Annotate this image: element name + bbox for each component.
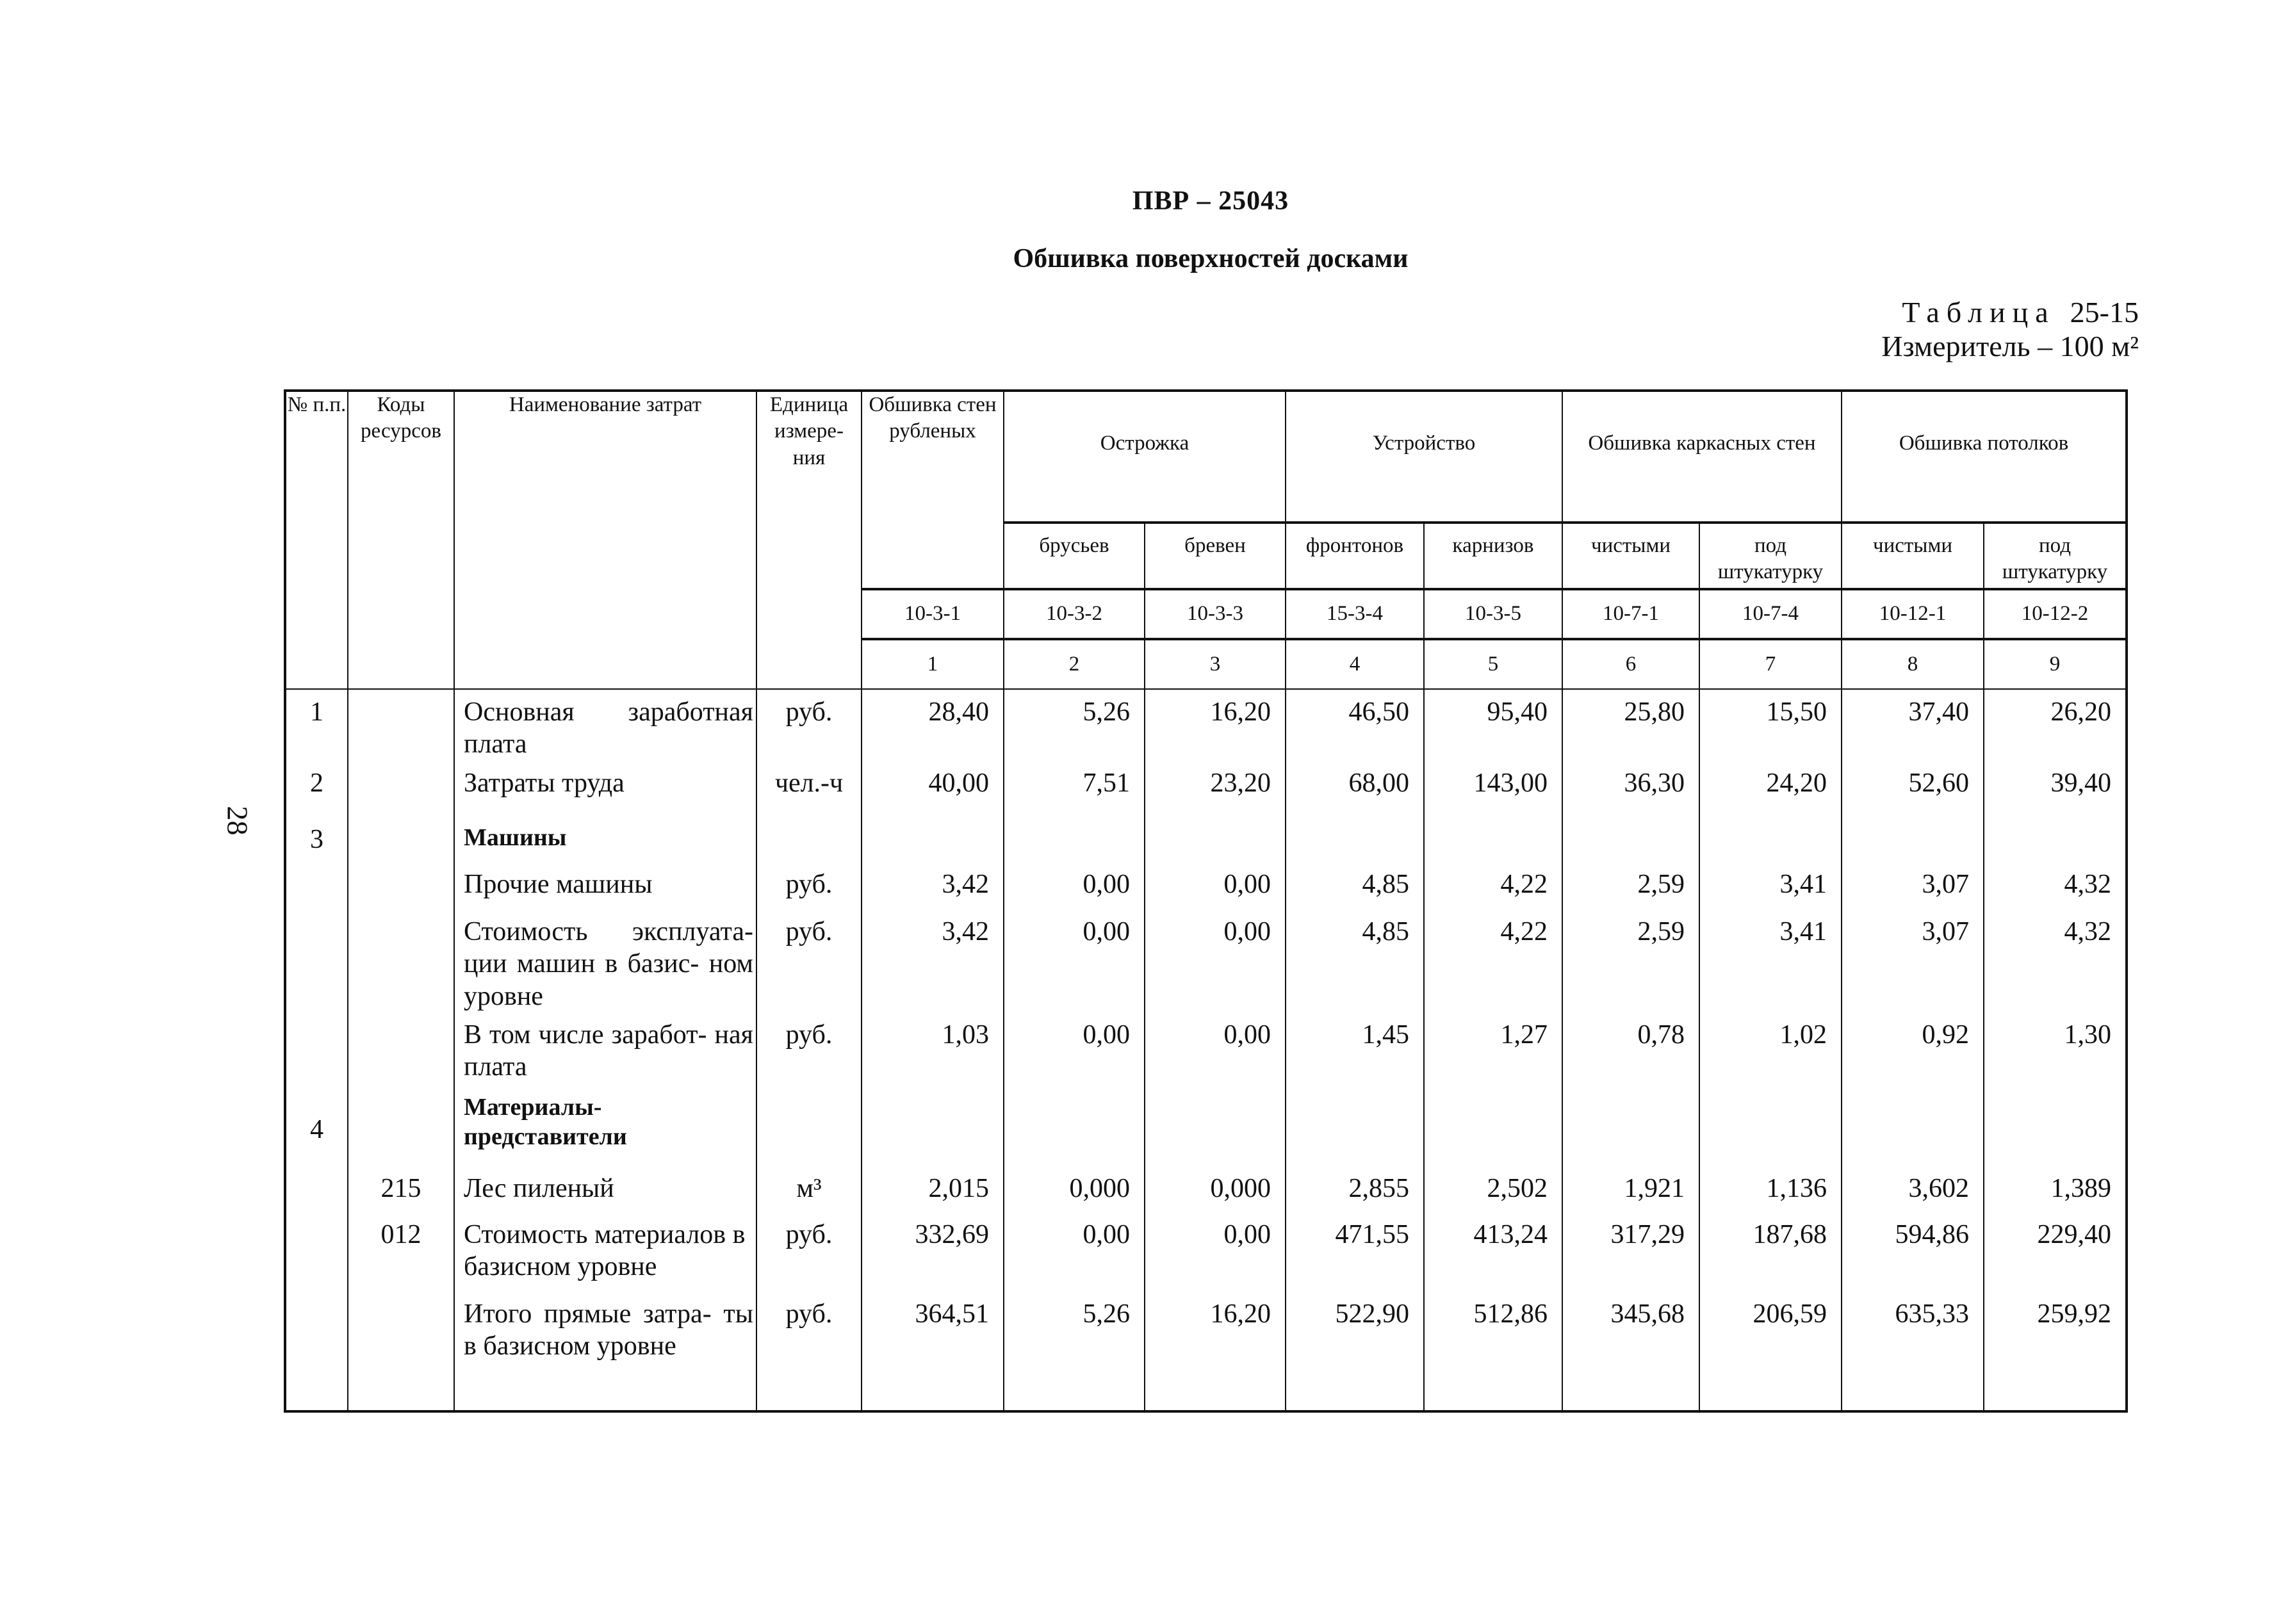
header-code: 10-12-1 (1842, 589, 1984, 639)
row-number: 2 (285, 761, 348, 817)
value-cell (1842, 817, 1984, 862)
cost-name: Итого прямые затра- ты в базисном уровне (454, 1292, 756, 1411)
value-cell (1286, 1087, 1424, 1166)
header-col-number: 1 (862, 639, 1004, 689)
header-group-3: Устройство (1286, 391, 1562, 523)
value-cell: 0,000 (1145, 1166, 1286, 1212)
value-cell (1424, 817, 1562, 862)
value-cell (1842, 1087, 1984, 1166)
value-cell: 36,30 (1562, 761, 1699, 817)
value-cell: 2,59 (1562, 909, 1699, 1012)
value-cell: 4,85 (1286, 862, 1424, 909)
value-cell: 3,602 (1842, 1166, 1984, 1212)
value-cell (1562, 1087, 1699, 1166)
value-cell: 1,27 (1424, 1012, 1562, 1087)
table-row (285, 1012, 2127, 1087)
value-cell: 0,00 (1145, 909, 1286, 1012)
value-cell: 345,68 (1562, 1292, 1699, 1411)
table-label-line (1881, 296, 2139, 330)
value-cell: 0,92 (1842, 1012, 1984, 1087)
value-cell (1286, 817, 1424, 862)
value-cell: 0,00 (1004, 1012, 1145, 1087)
unit: руб. (756, 1292, 862, 1411)
header-code: 10-7-1 (1562, 589, 1699, 639)
header-code: 10-3-1 (862, 589, 1004, 639)
value-cell: 39,40 (1984, 761, 2127, 817)
value-cell: 16,20 (1145, 689, 1286, 761)
value-cell: 0,00 (1004, 862, 1145, 909)
table-row (285, 1212, 2127, 1292)
value-cell (1984, 1087, 2127, 1166)
value-cell: 37,40 (1842, 689, 1984, 761)
value-cell: 2,015 (862, 1166, 1004, 1212)
header-col-number: 4 (1286, 639, 1424, 689)
header-col-number: 6 (1562, 639, 1699, 689)
header-col-number: 2 (1004, 639, 1145, 689)
table-caption (1881, 296, 2139, 364)
unit: чел.-ч (756, 761, 862, 817)
value-cell: 143,00 (1424, 761, 1562, 817)
value-cell: 3,07 (1842, 909, 1984, 1012)
value-cell (1145, 817, 1286, 862)
resource-code (348, 761, 454, 817)
cost-name: Основная заработная плата (454, 689, 756, 761)
value-cell: 512,86 (1424, 1292, 1562, 1411)
section-heading: Материалы- представители (454, 1087, 756, 1166)
value-cell: 26,20 (1984, 689, 2127, 761)
value-cell: 0,00 (1004, 1212, 1145, 1292)
value-cell: 1,02 (1699, 1012, 1842, 1087)
value-cell: 1,30 (1984, 1012, 2127, 1087)
value-cell (1004, 1087, 1145, 1166)
cost-name: Прочие машины (454, 862, 756, 909)
header-sub: карнизов (1424, 523, 1562, 589)
value-cell: 1,03 (862, 1012, 1004, 1087)
value-cell: 259,92 (1984, 1292, 2127, 1411)
value-cell: 5,26 (1004, 689, 1145, 761)
value-cell: 0,00 (1145, 862, 1286, 909)
row-number (285, 862, 348, 909)
unit (756, 1087, 862, 1166)
resource-code (348, 909, 454, 1012)
value-cell: 1,389 (1984, 1166, 2127, 1212)
row-number: 4 (285, 1087, 348, 1166)
value-cell (1145, 1087, 1286, 1166)
value-cell: 23,20 (1145, 761, 1286, 817)
value-cell (1562, 817, 1699, 862)
resource-code (348, 817, 454, 862)
value-cell: 317,29 (1562, 1212, 1699, 1292)
value-cell: 471,55 (1286, 1212, 1424, 1292)
value-cell: 4,85 (1286, 909, 1424, 1012)
value-cell: 4,32 (1984, 862, 2127, 909)
header-code: 10-7-4 (1699, 589, 1842, 639)
header-num: № п.п. (285, 391, 348, 689)
unit (756, 817, 862, 862)
header-code: 10-3-5 (1424, 589, 1562, 639)
value-cell: 364,51 (862, 1292, 1004, 1411)
resource-code: 012 (348, 1212, 454, 1292)
header-sub: фронтонов (1286, 523, 1424, 589)
value-cell: 25,80 (1562, 689, 1699, 761)
header-code: 10-12-2 (1984, 589, 2127, 639)
value-cell: 0,00 (1145, 1012, 1286, 1087)
row-number: 3 (285, 817, 348, 862)
header-sub: под штукатурку (1699, 523, 1842, 589)
header-group-2: Острожка (1004, 391, 1286, 523)
header-code: 15-3-4 (1286, 589, 1424, 639)
header-col-number: 3 (1145, 639, 1286, 689)
value-cell: 4,32 (1984, 909, 2127, 1012)
header-sub: под штукатурку (1984, 523, 2127, 589)
unit: руб. (756, 1012, 862, 1087)
header-unit: Единица измере- ния (756, 391, 862, 689)
resource-code (348, 1292, 454, 1411)
table-label: Таблица (1902, 296, 2055, 329)
value-cell: 46,50 (1286, 689, 1424, 761)
table-meter: Измеритель – 100 м² (1881, 329, 2139, 362)
value-cell: 1,921 (1562, 1166, 1699, 1212)
table-row (285, 1166, 2127, 1212)
row-number (285, 1212, 348, 1292)
table-row (285, 1292, 2127, 1411)
header-sub: чистыми (1562, 523, 1699, 589)
value-cell: 7,51 (1004, 761, 1145, 817)
table-number: 25-15 (2070, 296, 2139, 329)
header-col-number: 8 (1842, 639, 1984, 689)
row-number (285, 1166, 348, 1212)
value-cell (1004, 817, 1145, 862)
value-cell: 3,41 (1699, 909, 1842, 1012)
table-row (285, 862, 2127, 909)
value-cell: 0,00 (1004, 909, 1145, 1012)
row-number: 1 (285, 689, 348, 761)
cost-name: Лес пиленый (454, 1166, 756, 1212)
header-group-5: Обшивка потолков (1842, 391, 2127, 523)
header-col-number: 9 (1984, 639, 2127, 689)
header-group-4: Обшивка каркасных стен (1562, 391, 1842, 523)
header-codes: Коды ресурсов (348, 391, 454, 689)
resource-code (348, 1087, 454, 1166)
unit: руб. (756, 862, 862, 909)
row-number (285, 909, 348, 1012)
value-cell: 413,24 (1424, 1212, 1562, 1292)
value-cell: 3,42 (862, 862, 1004, 909)
document-subtitle: Обшивка поверхностей досками (1013, 244, 1409, 273)
resource-code: 215 (348, 1166, 454, 1212)
value-cell (1699, 817, 1842, 862)
value-cell: 0,000 (1004, 1166, 1145, 1212)
row-number (285, 1292, 348, 1411)
value-cell: 187,68 (1699, 1212, 1842, 1292)
cost-name: Затраты труда (454, 761, 756, 817)
value-cell: 16,20 (1145, 1292, 1286, 1411)
table-row (285, 817, 2127, 862)
resource-code (348, 689, 454, 761)
table-row (285, 909, 2127, 1012)
cost-table (284, 389, 2128, 1413)
header-code: 10-3-3 (1145, 589, 1286, 639)
header-col-number: 5 (1424, 639, 1562, 689)
cost-name: Стоимость эксплуата- ции машин в базис- ном уровне (454, 909, 756, 1012)
value-cell: 594,86 (1842, 1212, 1984, 1292)
value-cell: 2,855 (1286, 1166, 1424, 1212)
value-cell: 15,50 (1699, 689, 1842, 761)
value-cell: 332,69 (862, 1212, 1004, 1292)
value-cell: 4,22 (1424, 862, 1562, 909)
unit: м³ (756, 1166, 862, 1212)
value-cell (1984, 817, 2127, 862)
table-row (285, 761, 2127, 817)
header-sub: бревен (1145, 523, 1286, 589)
resource-code (348, 862, 454, 909)
value-cell (862, 817, 1004, 862)
header-sub: брусьев (1004, 523, 1145, 589)
value-cell: 3,07 (1842, 862, 1984, 909)
value-cell: 40,00 (862, 761, 1004, 817)
value-cell: 28,40 (862, 689, 1004, 761)
value-cell: 635,33 (1842, 1292, 1984, 1411)
section-heading: Машины (454, 817, 756, 862)
header-group-1: Обшивка стен рубленых (862, 391, 1004, 589)
value-cell: 1,45 (1286, 1012, 1424, 1087)
value-cell: 2,59 (1562, 862, 1699, 909)
value-cell: 2,502 (1424, 1166, 1562, 1212)
value-cell (1424, 1087, 1562, 1166)
value-cell: 24,20 (1699, 761, 1842, 817)
unit: руб. (756, 1212, 862, 1292)
value-cell (862, 1087, 1004, 1166)
unit: руб. (756, 689, 862, 761)
row-number (285, 1012, 348, 1087)
value-cell: 95,40 (1424, 689, 1562, 761)
document-title: ПВР – 25043 (1132, 186, 1289, 216)
value-cell (1699, 1087, 1842, 1166)
unit: руб. (756, 909, 862, 1012)
value-cell: 229,40 (1984, 1212, 2127, 1292)
cost-name: В том числе заработ- ная плата (454, 1012, 756, 1087)
header-code: 10-3-2 (1004, 589, 1145, 639)
value-cell: 0,00 (1145, 1212, 1286, 1292)
value-cell: 0,78 (1562, 1012, 1699, 1087)
value-cell: 4,22 (1424, 909, 1562, 1012)
value-cell: 68,00 (1286, 761, 1424, 817)
header-sub: чистыми (1842, 523, 1984, 589)
value-cell: 522,90 (1286, 1292, 1424, 1411)
page-number: 28 (221, 806, 254, 836)
header-col-number: 7 (1699, 639, 1842, 689)
table-row (285, 689, 2127, 761)
table-row (285, 1087, 2127, 1166)
value-cell: 1,136 (1699, 1166, 1842, 1212)
cost-name: Стоимость материалов в базисном уровне (454, 1212, 756, 1292)
value-cell: 5,26 (1004, 1292, 1145, 1411)
value-cell: 3,41 (1699, 862, 1842, 909)
value-cell: 52,60 (1842, 761, 1984, 817)
value-cell: 206,59 (1699, 1292, 1842, 1411)
header-name: Наименование затрат (454, 391, 756, 689)
resource-code (348, 1012, 454, 1087)
value-cell: 3,42 (862, 909, 1004, 1012)
